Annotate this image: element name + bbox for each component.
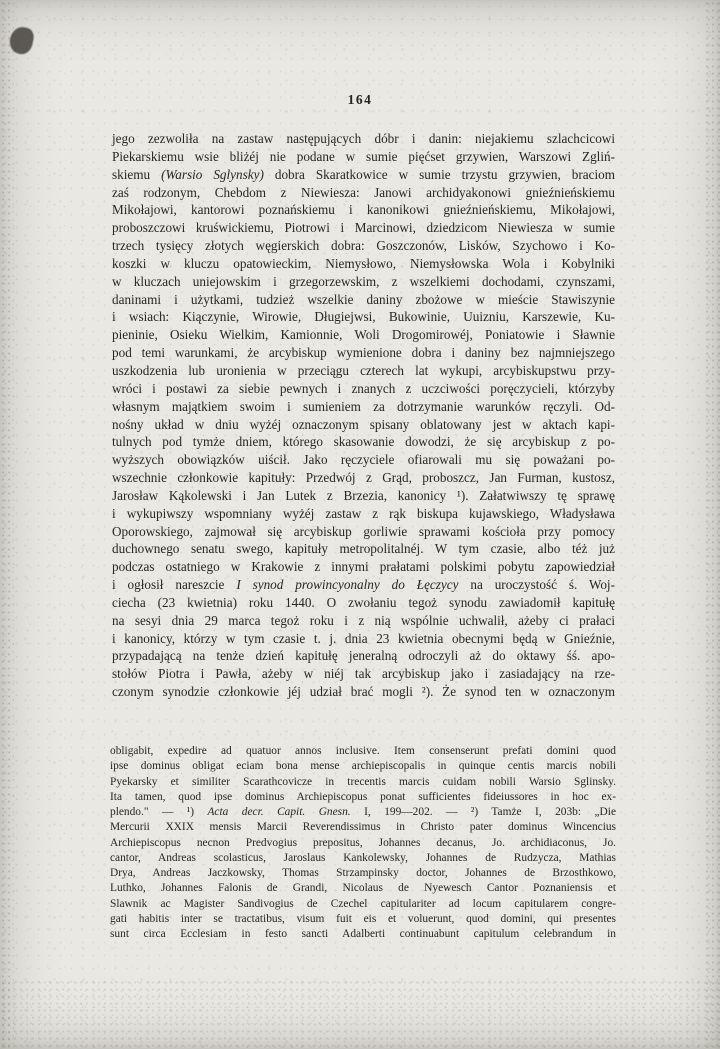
text-line: koszki w kluczu opatowieckim, Niemysłowo, Niemysłowska Wola i Kobylniki [112,255,615,271]
text-line: i wsiach: Kiączynie, Wirowie, Długiejwsi, Bukowinie, Uuizniu, Karszewie, Ku- [112,309,615,325]
footnote-line: Slawnik ac Magister Sandivogius de Czechel capitulariter ad locum capitularem congre- [110,897,616,910]
text-line: Jarosław Kąkolewski i Jan Lutek z Brzezia, kanonicy ¹). Załatwiwszy tę sprawę [112,487,615,503]
text-line: skiemu (Warsio Sglynsky) dobra Skaratkowice w sumie trzystu grzywien, braciom [112,166,615,182]
text-line: własnym majątkiem swoim i sumieniem za dotrzymanie warunków ręczyli. Od- [112,398,615,414]
main-paragraph [112,130,615,701]
text-line: jego zezwoliła na zastaw następujących dóbr i danin: niejakiemu szlachcicowi [112,131,615,146]
scan-noise [704,0,720,1049]
page-number: 164 [347,92,373,107]
footnote-line: ipse dominus obligat eciam bona mense archiepiscopalis in quinque centis marcis nobili [110,760,616,773]
text-line: przypadającą na tenże dzień kapitułę jeneralną odroczyli aż do oktawy śś. apo- [112,648,615,664]
text-line: Mikołajowi, kantorowi poznańskiemu i kanonikowi gnieźnieńskiemu, Mikołajowi, [112,202,615,218]
text-line: podczas ostatniego w Krakowie z innymi prałatami polskimi pobytu zapowiedział [112,559,615,575]
footnote-line: obligabit, expedire ad quatuor annos inclusive. Item consenserunt prefati domini quod [110,745,616,757]
footnote-line: Ita tamen, quod ipse dominus Archiepiscopus ponat sufficientes fideiussores in hoc ex- [110,790,616,803]
text-line: wyższych obowiązków uiścił. Jako ręczyciele ofiarowali mu się poważani po- [112,452,615,468]
text-line: stołów Piotra i Pawła, ażeby w niéj tak arcybiskup jako i zasiadający na rze- [112,666,615,682]
scan-noise [0,0,14,1049]
footnote-line: Archiepiscopus necnon Predvogius prepositus, Johannes decanus, Jo. archidiaconus, Jo. [110,836,616,849]
footnote-line: Luthko, Johannes Falonis de Grandi, Nicolaus de Nyewesch Cantor Poznaniensis et [110,882,616,895]
footnote-line: plendo." — ¹) Acta decr. Capit. Gnesn. I, 199—202. — ²) Tamże I, 203b: „Die [110,806,616,818]
text-line: ciecha (23 kwietnia) roku 1440. O zwołaniu tegoż synodu zawiadomił kapitułę [112,594,615,610]
footnote-line: cantor, Andreas scolasticus, Jaroslaus Kankolewsky, Johannes de Rudzycza, Mathias [110,851,616,864]
text-line: Piekarskiemu wsie bliżéj nie podane w sumie pięćset grzywien, Warszowi Zgliń- [112,148,615,164]
text-line: na sesyi dnia 29 marca tegoż roku i z nią wspólnie uchwalił, ażeby ci prałaci [112,612,615,628]
text-line: duchownego senatu swego, kapituły metropolitalnéj. W tym czasie, albo téż już [112,541,615,557]
text-line: wszechnie członkowie kapituły: Przedwój z Grąd, proboszcz, Jan Furman, kustosz, [112,470,615,486]
text-line: uszkodzenia lub uronienia w przeciągu czterech lat wykupi, arcybiskupstwu przy- [112,362,615,378]
footnote-line: gati habitis inter se tractatibus, visum fuit eis et voluerunt, quod domini, qui presentes [110,912,616,925]
text-line: pieninie, Osieku Wielkim, Kamionnie, Woli Drogomirowéj, Poniatowie i Sławnie [112,327,615,343]
footnote-line: Drya, Andreas Jaczkowsky, Thomas Strzampinsky doctor, Johannes de Brzosthkowo, [110,867,616,879]
footnote-block [110,744,616,942]
footnote-line: Pyekarsky et similiter Scarathcovicze in trecentis marcis cuidam nobili Warsio Sglinsky. [110,775,616,788]
ink-smudge [7,25,35,56]
text-line: zaś rodzonym, Chebdom z Niewiesza: Janowi archidyakonowi gnieźnieńskiemu [112,184,615,200]
text-line: i ogłosił nareszcie I synod prowincyonalny do Łęczycy na uroczystość ś. Woj- [112,577,615,593]
text-line: czonym synodzie członkowie jéj udział brać mogli ²). Że synod ten w oznaczonym [112,684,615,700]
footnote-line: sunt circa Ecclesiam in festo sancti Adalberti continuabunt capitulum celebrandum in [110,928,616,940]
footnote-line: Mercurii XXIX mensis Marcii Reverendissimus in Christo pater dominus Wincencius [110,821,616,834]
text-line: pod temi warunkami, że arcybiskup wymienione dobra i daniny bez najmniejszego [112,345,615,361]
text-line: trzech tysięcy złotych węgierskich dobra: Goszczonów, Lisków, Szychowo i Ko- [112,238,615,254]
text-line: nośny układ w dniu wyżéj oznaczonym spisany oblatowany jest w aktach kapi- [112,416,615,432]
text-line: i kanonicy, którzy w tym czasie t. j. dnia 23 kwietnia obecnymi będą w Gnieźnie, [112,630,615,646]
text-line: daninami i użytkami, tudzież wszelkie daniny zbożowe w mieście Stawiszynie [112,291,615,307]
text-line: wróci i postawi za siebie pewnych i znanych z uczciwości poręczycieli, którzyby [112,380,615,396]
text-line: tulnych pod tymże dniem, którego skasowanie dowodzi, że się arcybiskup z po- [112,434,615,450]
text-line: w kluczach uniejowskim i grzegorzewskim, z wszelkiemi dochodami, czynszami, [112,273,615,289]
text-line: Oporowskiego, zajmował się arcybiskup gorliwie sprawami kościoła przy pomocy [112,523,615,539]
scan-noise [0,979,720,1049]
text-line: i wykupiwszy wspomniany wyżéj zastaw z rąk biskupa kujawskiego, Władysława [112,505,615,521]
text-line: proboszczowi kruświckiemu, Piotrowi i Marcinowi, dziedzicom Niewiesza w sumie [112,220,615,236]
